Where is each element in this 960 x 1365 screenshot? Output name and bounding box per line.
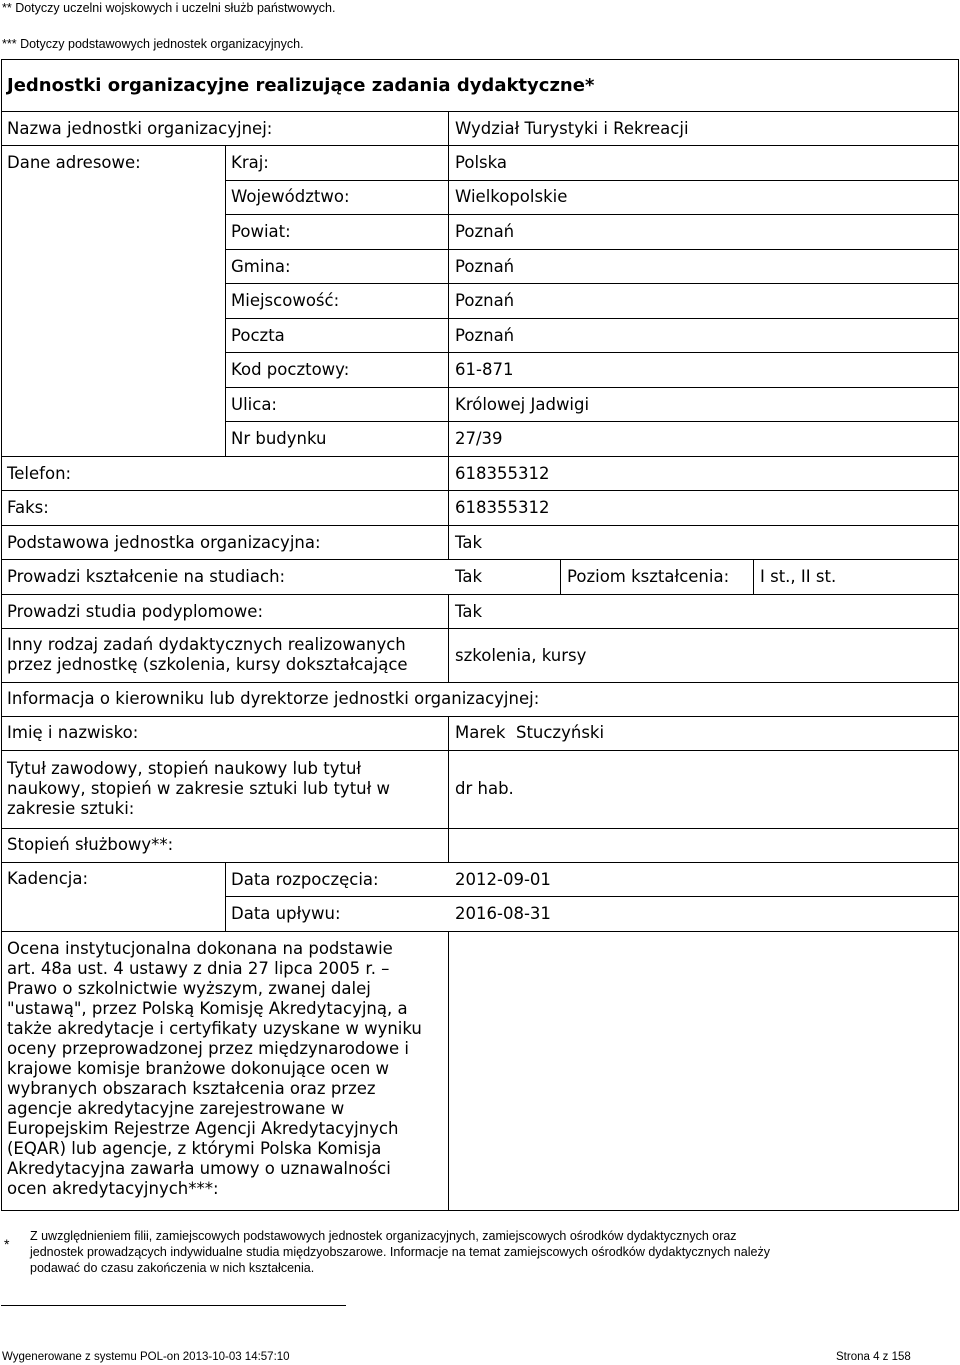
frame-left xyxy=(1,59,2,1211)
frame-right xyxy=(958,59,959,1211)
assessment-line: wybranych obszarach kształcenia oraz przez xyxy=(7,1079,376,1098)
generated-stamp: Wygenerowane z systemu POL-on 2013-10-03 14:57:10 xyxy=(2,1351,290,1363)
rule xyxy=(225,249,959,250)
rule xyxy=(225,387,959,388)
country-value: Polska xyxy=(455,153,508,172)
manager-title-value: dr hab. xyxy=(455,779,514,798)
assessment-line: "ustawą", przez Polską Komisję Akredytacyjną, a xyxy=(7,999,408,1018)
post-office-value: Poznań xyxy=(455,326,515,345)
rule xyxy=(1,862,959,863)
assessment-line: Prawo o szkolnictwie wyższym, zwanej dalej xyxy=(7,979,371,998)
assessment-line: Ocena instytucjonalna dokonana na podstawie xyxy=(7,939,393,958)
rule xyxy=(753,559,754,594)
county-value: Poznań xyxy=(455,222,515,241)
assessment-line: oceny przeprowadzonej przez międzynarodowe i xyxy=(7,1039,409,1058)
manager-title-label-line1: Tytuł zawodowy, stopień naukowy lub tytuł xyxy=(7,759,362,778)
fax-label: Faks: xyxy=(7,498,49,517)
rule xyxy=(1,931,959,932)
voivodeship-label: Województwo: xyxy=(231,187,350,206)
voivodeship-value: Wielkopolskie xyxy=(455,187,568,206)
footnote-line: podawać do czasu zakończenia w nich kształcenia. xyxy=(30,1261,315,1275)
address-label: Dane adresowe: xyxy=(7,153,141,172)
rule xyxy=(1,525,959,526)
rule xyxy=(225,283,959,284)
studies-label: Prowadzi kształcenie na studiach: xyxy=(7,567,286,586)
street-value: Królowej Jadwigi xyxy=(455,395,590,414)
level-value: I st., II st. xyxy=(760,567,837,586)
manager-name-label: Imię i nazwisko: xyxy=(7,723,139,742)
rule xyxy=(448,594,449,682)
footnote-line: jednostek prowadzących indywidualne studia międzyobszarowe. Informacje na temat zamiejscowych ośrodków dydaktycznych należy xyxy=(30,1245,770,1259)
manager-title-label-line3: zakresie sztuki: xyxy=(7,799,135,818)
unit-name-value: Wydział Turystyki i Rekreacji xyxy=(455,119,689,138)
rule xyxy=(448,931,449,1211)
rule xyxy=(225,145,226,456)
county-label: Powiat: xyxy=(231,222,291,241)
basic-unit-label: Podstawowa jednostka organizacyjna: xyxy=(7,533,321,552)
fax-value: 618355312 xyxy=(455,498,550,517)
building-number-value: 27/39 xyxy=(455,429,503,448)
footnote-basic-units: *** Dotyczy podstawowych jednostek organizacyjnych. xyxy=(2,37,304,51)
postal-code-label: Kod pocztowy: xyxy=(231,360,350,379)
rule xyxy=(225,318,959,319)
postgrad-value: Tak xyxy=(455,602,483,621)
post-office-label: Poczta xyxy=(231,326,285,345)
rule xyxy=(1,490,959,491)
rule xyxy=(1,111,959,112)
rule xyxy=(1,456,959,457)
basic-unit-value: Tak xyxy=(455,533,483,552)
phone-label: Telefon: xyxy=(7,464,72,483)
postal-code-value: 61-871 xyxy=(455,360,514,379)
assessment-line: krajowe komisje branżowe dokonujące ocen w xyxy=(7,1059,390,1078)
rule xyxy=(225,896,959,897)
assessment-line: agencje akredytacyjne zarejestrowane w xyxy=(7,1099,345,1118)
unit-name-label: Nazwa jednostki organizacyjnej: xyxy=(7,119,273,138)
term-start-label: Data rozpoczęcia: xyxy=(231,870,379,889)
term-end-label: Data upływu: xyxy=(231,904,341,923)
manager-info-label: Informacja o kierowniku lub dyrektorze jednostki organizacyjnej: xyxy=(7,689,540,708)
term-label: Kadencja: xyxy=(7,869,89,888)
other-tasks-label-line1: Inny rodzaj zadań dydaktycznych realizowanych xyxy=(7,635,406,654)
rule xyxy=(225,421,959,422)
commune-value: Poznań xyxy=(455,257,515,276)
locality-label: Miejscowość: xyxy=(231,291,340,310)
rule xyxy=(448,111,449,559)
commune-label: Gmina: xyxy=(231,257,291,276)
rule xyxy=(1,716,959,717)
assessment-label xyxy=(7,939,422,1199)
manager-name-value: Marek Stuczyński xyxy=(455,723,605,742)
frame-top xyxy=(1,59,959,60)
street-label: Ulica: xyxy=(231,395,277,414)
assessment-line: ocen akredytacyjnych***: xyxy=(7,1179,219,1198)
section-title: Jednostki organizacyjne realizujące zadania dydaktyczne* xyxy=(7,75,595,96)
rule xyxy=(1,682,959,683)
studies-value: Tak xyxy=(455,567,483,586)
level-label: Poziom kształcenia: xyxy=(567,567,730,586)
footnote-line: Z uwzględnieniem filii, zamiejscowych podstawowych jednostek organizacyjnych, zamiejscowych ośrodków dydaktycznych oraz xyxy=(30,1229,737,1243)
manager-title-label-line2: naukowy, stopień w zakresie sztuki lub tytuł w xyxy=(7,779,391,798)
assessment-line: art. 48a ust. 4 ustawy z dnia 27 lipca 2005 r. – xyxy=(7,959,390,978)
rule xyxy=(225,352,959,353)
footnote-mark: * xyxy=(4,1236,10,1252)
rule xyxy=(1,628,959,629)
term-start-value: 2012-09-01 xyxy=(455,870,551,889)
rule xyxy=(1,594,959,595)
rule xyxy=(1,559,959,560)
rule xyxy=(225,180,959,181)
assessment-line: Europejskim Rejestrze Agencji Akredytacyjnych xyxy=(7,1119,399,1138)
rank-label: Stopień służbowy**: xyxy=(7,835,174,854)
rule xyxy=(225,214,959,215)
locality-value: Poznań xyxy=(455,291,515,310)
phone-value: 618355312 xyxy=(455,464,550,483)
assessment-line: także akredytacje i certyfikaty uzyskane w wyniku xyxy=(7,1019,422,1038)
assessment-line: Akredytacyjna zawarła umowy o uznawalności xyxy=(7,1159,391,1178)
building-number-label: Nr budynku xyxy=(231,429,327,448)
country-label: Kraj: xyxy=(231,153,269,172)
rule xyxy=(1,145,959,146)
page-number: Strona 4 z 158 xyxy=(836,1351,911,1363)
postgrad-label: Prowadzi studia podyplomowe: xyxy=(7,602,264,621)
other-tasks-label-line2: przez jednostkę (szkolenia, kursy dokształcające xyxy=(7,655,408,674)
rule xyxy=(560,559,561,594)
rule xyxy=(1,750,959,751)
term-end-value: 2016-08-31 xyxy=(455,904,551,923)
footnote-separator xyxy=(1,1305,346,1306)
frame-bottom xyxy=(1,1210,959,1211)
rule xyxy=(1,828,959,829)
footnote-military: ** Dotyczy uczelni wojskowych i uczelni służb państwowych. xyxy=(2,1,336,15)
assessment-line: (EQAR) lub agencje, z którymi Polska Komisja xyxy=(7,1139,382,1158)
rule xyxy=(448,716,449,862)
other-tasks-value: szkolenia, kursy xyxy=(455,646,587,665)
